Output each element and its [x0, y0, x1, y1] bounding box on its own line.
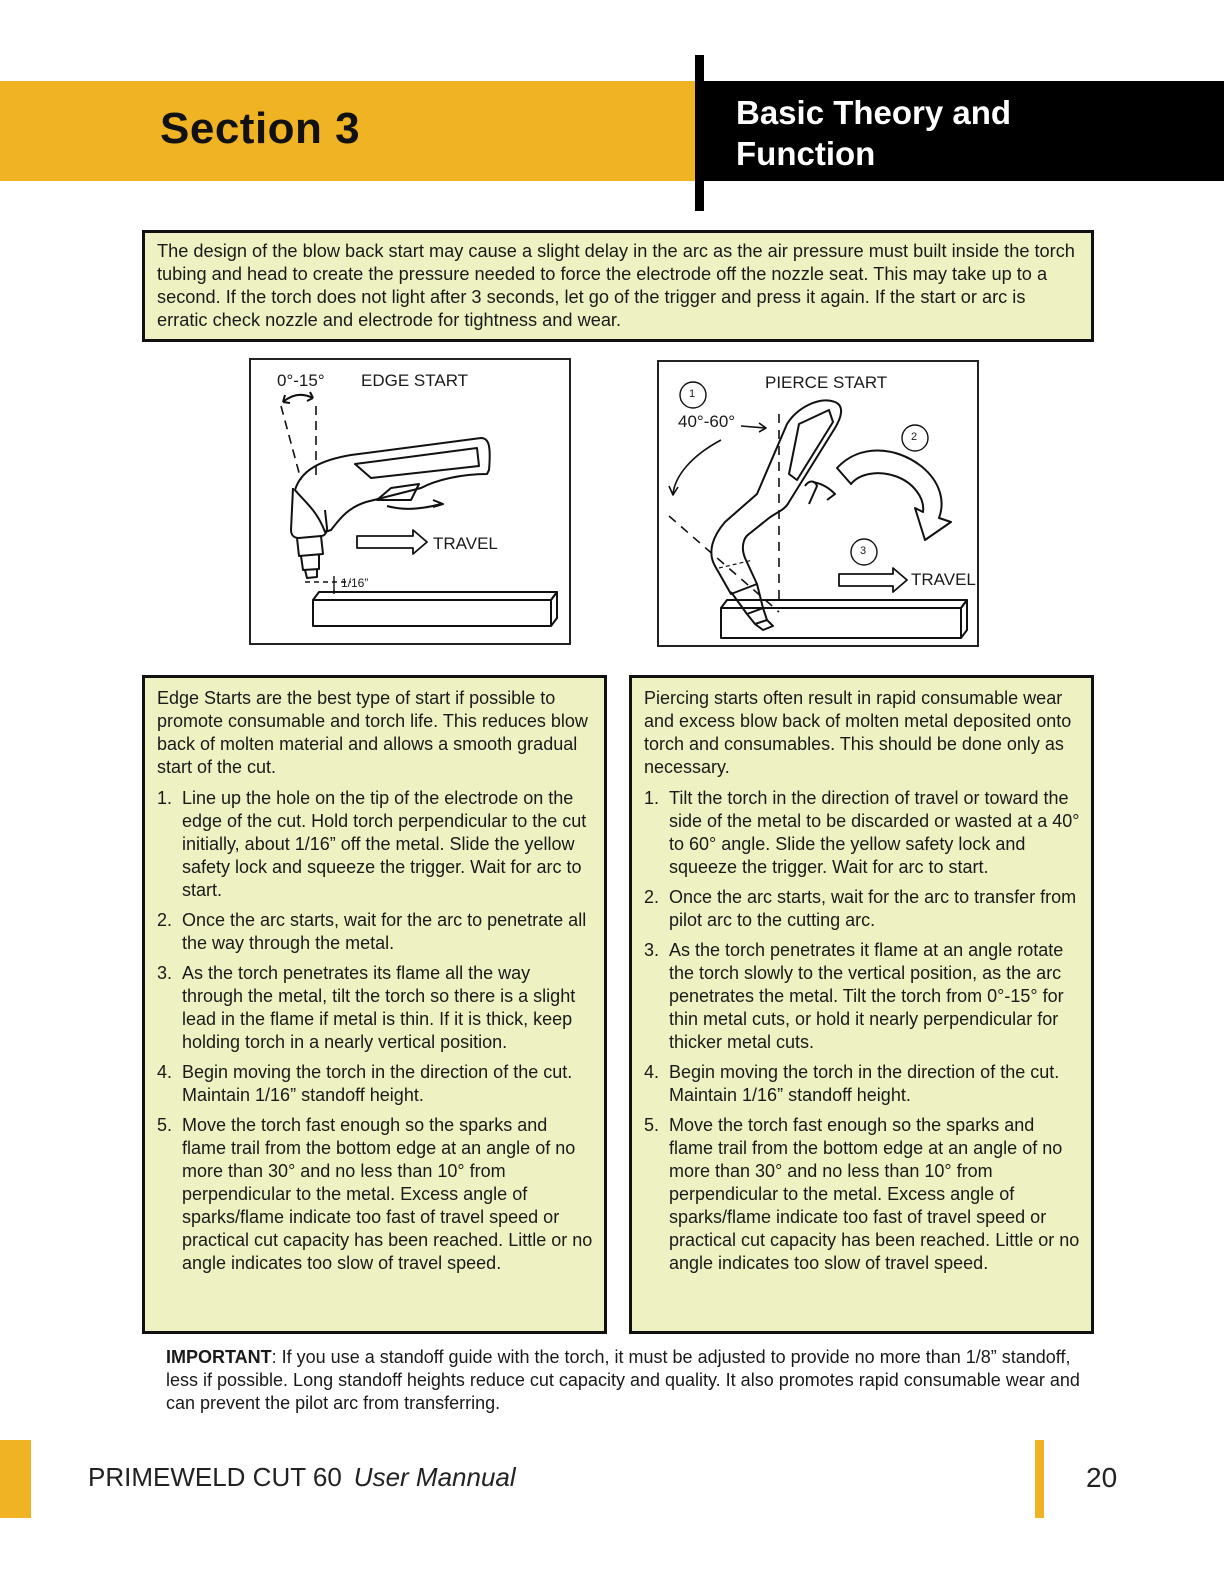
step-text: Begin moving the torch in the direction of the cut. Maintain 1/16” standoff height.	[669, 1062, 1060, 1105]
footer-accent-left	[0, 1440, 31, 1518]
step-number: 2.	[157, 910, 173, 930]
step-number: 5.	[157, 1115, 173, 1135]
step-text: Tilt the torch in the direction of travel or toward the side of the metal to be discarded or wasted at a 40° to 60° angle. Slide the yellow safety lock and squeeze the trigger. Wait for arc to start.	[669, 788, 1080, 877]
section-title	[736, 92, 1011, 174]
step-text: Begin moving the torch in the direction of the cut. Maintain 1/16” standoff height.	[182, 1062, 573, 1105]
footer-manual: User Mannual	[353, 1462, 516, 1492]
footer-product: PRIMEWELD CUT 60	[88, 1462, 342, 1492]
step-number: 5.	[644, 1115, 660, 1135]
pierce-steps	[644, 787, 1080, 1275]
step-text: As the torch penetrates its flame all the way through the metal, tilt the torch so there is a slight lead in the flame if metal is thin. If it is thick, keep holding torch in a nearly vertical position.	[182, 963, 576, 1052]
pierce-start-illustration	[659, 362, 977, 645]
edge-start-diagram	[249, 358, 571, 645]
header-divider	[695, 55, 704, 211]
pierce-step3-label: 3	[860, 545, 867, 557]
important-text: : If you use a standoff guide with the torch, it must be adjusted to provide no more than 1/8” standoff, less if possible. Long standoff heights reduce cut capacity and quality. It also promotes rapid consumable wear and can prevent the pilot arc from transferring.	[166, 1347, 1080, 1413]
footer-brand	[88, 1462, 516, 1493]
edge-standoff-label: 1/16”	[341, 576, 369, 590]
step-number: 2.	[644, 887, 660, 907]
list-item	[157, 1061, 593, 1107]
step-text: Line up the hole on the tip of the electrode on the edge of the cut. Hold torch perpendicular to the cut initially, about 1/16” off the metal. Slide the yellow safety lock and squeeze the trigger. Wait for arc to start.	[182, 788, 587, 900]
important-label: IMPORTANT	[166, 1347, 272, 1367]
list-item	[157, 787, 593, 902]
step-number: 1.	[644, 788, 660, 808]
pierce-start-diagram	[657, 360, 979, 647]
footer-accent-right	[1035, 1440, 1044, 1518]
pierce-start-instructions	[629, 675, 1094, 1334]
edge-steps	[157, 787, 593, 1275]
pierce-angle-label: 40°-60°	[678, 412, 736, 431]
section-label: Section 3	[160, 104, 361, 153]
pierce-title-label: PIERCE START	[765, 373, 888, 392]
section-title-line2: Function	[736, 135, 876, 172]
section-title-line1: Basic Theory and	[736, 94, 1012, 131]
list-item	[157, 909, 593, 955]
step-text: As the torch penetrates it flame at an angle rotate the torch slowly to the vertical position, as the arc penetrates the metal. Tilt the torch from 0°-15° for thin metal cuts, or hold it nearly perpendicular for thicker metal cuts.	[669, 940, 1064, 1052]
edge-travel-label: TRAVEL	[433, 534, 498, 553]
step-text: Once the arc starts, wait for the arc to penetrate all the way through the metal.	[182, 910, 587, 953]
list-item	[644, 939, 1080, 1054]
step-text: Move the torch fast enough so the sparks and flame trail from the bottom edge at an angle of no more than 30° and no less than 10° from perpendicular to the metal. Excess angle of sparks/flame indicate too fast of travel speed or practical cut capacity has been reached. Little or no angle indicates too slow of travel speed.	[182, 1115, 593, 1273]
pierce-travel-label: TRAVEL	[911, 570, 976, 589]
list-item	[157, 1114, 593, 1275]
edge-lead: Edge Starts are the best type of start if possible to promote consumable and torch life. This reduces blow back of molten material and allows a smooth gradual start of the cut.	[157, 688, 588, 777]
intro-text: The design of the blow back start may cause a slight delay in the arc as the air pressure must built inside the torch tubing and head to create the pressure needed to force the electrode off the nozzle seat. This may take up to a second. If the torch does not light after 3 seconds, let go of the trigger and press it again. If the start or arc is erratic check nozzle and electrode for tightness and wear.	[157, 241, 1075, 330]
list-item	[644, 1114, 1080, 1275]
step-number: 4.	[157, 1062, 173, 1082]
step-number: 3.	[157, 963, 173, 983]
pierce-step2-label: 2	[911, 431, 918, 443]
step-text: Move the torch fast enough so the sparks and flame trail from the bottom edge at an angle of no more than 30° and no less than 10° from perpendicular to the metal. Excess angle of sparks/flame indicate too fast of travel speed or practical cut capacity has been reached. Little or no angle indicates too slow of travel speed.	[669, 1115, 1080, 1273]
page-number: 20	[1086, 1462, 1118, 1493]
list-item	[644, 1061, 1080, 1107]
step-number: 4.	[644, 1062, 660, 1082]
intro-note	[142, 230, 1094, 342]
step-number: 1.	[157, 788, 173, 808]
list-item	[157, 962, 593, 1054]
step-text: Once the arc starts, wait for the arc to transfer from pilot arc to the cutting arc.	[669, 887, 1077, 930]
edge-angle-label: 0°-15°	[277, 371, 325, 390]
step-number: 3.	[644, 940, 660, 960]
pierce-step1-label: 1	[689, 388, 696, 400]
edge-start-illustration	[251, 360, 569, 643]
pierce-lead: Piercing starts often result in rapid consumable wear and excess blow back of molten metal deposited onto torch and consumables. This should be done only as necessary.	[644, 688, 1072, 777]
important-note	[166, 1346, 1096, 1415]
edge-title-label: EDGE START	[361, 371, 469, 390]
list-item	[644, 787, 1080, 879]
list-item	[644, 886, 1080, 932]
edge-start-instructions	[142, 675, 607, 1334]
